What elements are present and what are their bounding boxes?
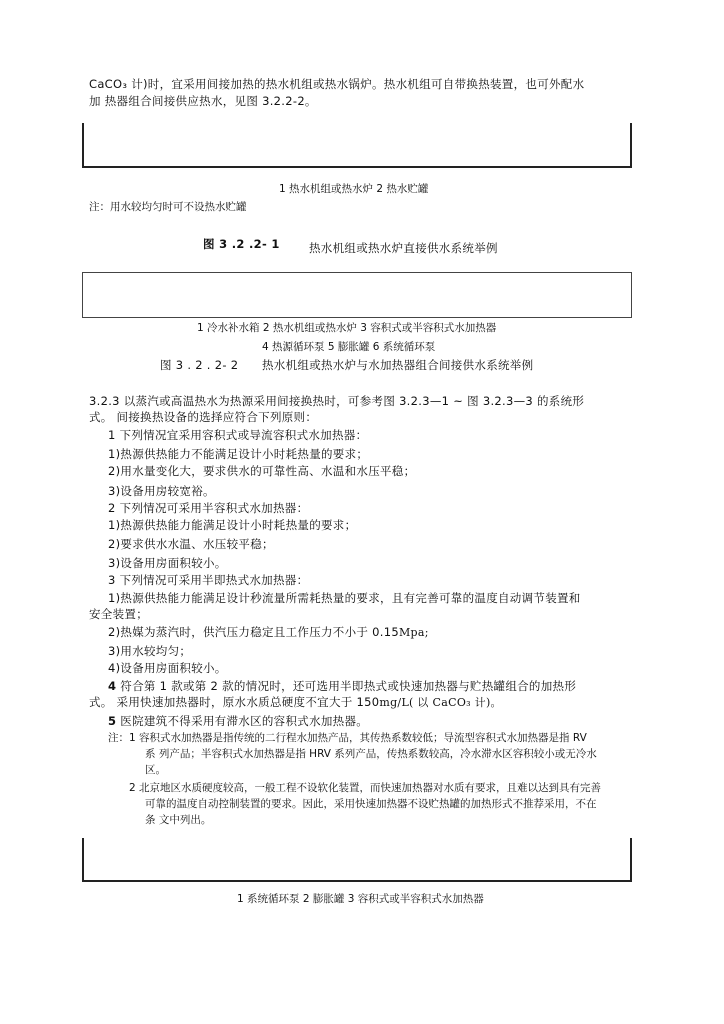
note-1-line-1: 注：1 容积式水加热器是指传统的二行程水加热产品，其传热系数较低；导流型容积式水加热器是指 RV	[108, 732, 587, 744]
figure-2-legend-line-1: 1 冷水补水箱 2 热水机组或热水炉 3 容积式或半容积式水加热器	[197, 322, 497, 334]
section-323-intro-1: 3.2.3 以蒸汽或高温热水为热源采用间接换热时，可参考图 3.2.3—1 ~ 图 3.2.3—3 的系统形	[89, 394, 585, 408]
item-2-heading: 2 下列情况可采用半容积式水加热器：	[108, 501, 309, 515]
item-1-heading: 1 下列情况宜采用容积式或导流容积式水加热器：	[108, 428, 368, 442]
item-3-sub-1b: 安全装置；	[89, 607, 148, 621]
item-3-sub-1a: 1)热源供热能力能满足设计秒流量所需耗热量的要求，且有完善可靠的温度自动调节装置和	[108, 591, 581, 605]
figure-2-number: 图 3 . 2 . 2- 2	[160, 358, 239, 372]
item-2-sub-2: 2)要求供水水温、水压较平稳；	[108, 537, 274, 551]
figure-2-title: 热水机组或热水炉与水加热器组合间接供水系统举例	[262, 358, 534, 372]
item-3-sub-4: 4)设备用房面积较小。	[108, 661, 227, 675]
item-5: 5 医院建筑不得采用有滞水区的容积式水加热器。	[108, 714, 369, 728]
item-1-sub-2: 2)用水量变化大，要求供水的可靠性高、水温和水压平稳；	[108, 464, 416, 478]
item-3-sub-2: 2)热媒为蒸汽时，供汽压力稳定且工作压力不小于 0.15Mpa;	[108, 625, 429, 639]
item-4-line-1: 4 符合第 1 款或第 2 款的情况时，还可选用半即热式或快速加热器与贮热罐组合的加热形	[108, 679, 577, 693]
note-2-line-2: 可靠的温度自动控制装置的要求。因此，采用快速加热器不设贮热罐的加热形式不推荐采用，不在	[145, 798, 597, 810]
figure-2-frame	[82, 272, 632, 318]
item-4-line-2: 式。 采用快速加热器时，原水水质总硬度不宜大于 150mg/L( 以 CaCO₃ 计)。	[89, 695, 502, 709]
figure-1-number: 图 3 .2 .2- 1	[203, 237, 280, 251]
item-2-sub-3: 3)设备用房面积较小。	[108, 556, 227, 570]
intro-line-1: CaCO₃ 计)时，宜采用间接加热的热水机组或热水锅炉。热水机组可自带换热装置，也可外配水	[89, 77, 585, 91]
item-1-sub-3: 3)设备用房较宽裕。	[108, 484, 215, 498]
item-1-sub-1: 1)热源供热能力不能满足设计小时耗热量的要求；	[108, 447, 369, 461]
note-1-line-2: 系 列产品；半容积式水加热器是指 HRV 系列产品，传热系数较高，冷水滞水区容积较小或无冷水	[145, 748, 597, 760]
note-2-line-3: 条 文中列出。	[145, 814, 212, 826]
intro-line-2: 加 热器组合间接供应热水，见图 3.2.2-2。	[89, 94, 317, 108]
item-2-sub-1: 1)热源供热能力能满足设计小时耗热量的要求；	[108, 518, 357, 532]
note-2-line-1: 2 北京地区水质硬度较高，一般工程不设软化装置，而快速加热器对水质有要求，且难以达到具有完善	[129, 782, 602, 794]
figure-2-legend-line-2: 4 热源循环泵 5 膨胀罐 6 系统循环泵	[262, 341, 436, 353]
figure-1-legend: 1 热水机组或热水炉 2 热水贮罐	[279, 183, 429, 195]
note-1-line-3: 区。	[145, 764, 166, 776]
figure-3-legend: 1 系统循环泵 2 膨胀罐 3 容积式或半容积式水加热器	[237, 893, 484, 905]
section-323-intro-2: 式。 间接换热设备的选择应符合下列原则：	[89, 410, 318, 424]
item-3-sub-3: 3)用水较均匀；	[108, 644, 192, 658]
item-3-heading: 3 下列情况可采用半即热式水加热器：	[108, 573, 309, 587]
figure-1-note: 注：用水较均匀时可不设热水贮罐	[89, 201, 247, 213]
figure-1-title: 热水机组或热水炉直接供水系统举例	[309, 241, 498, 255]
